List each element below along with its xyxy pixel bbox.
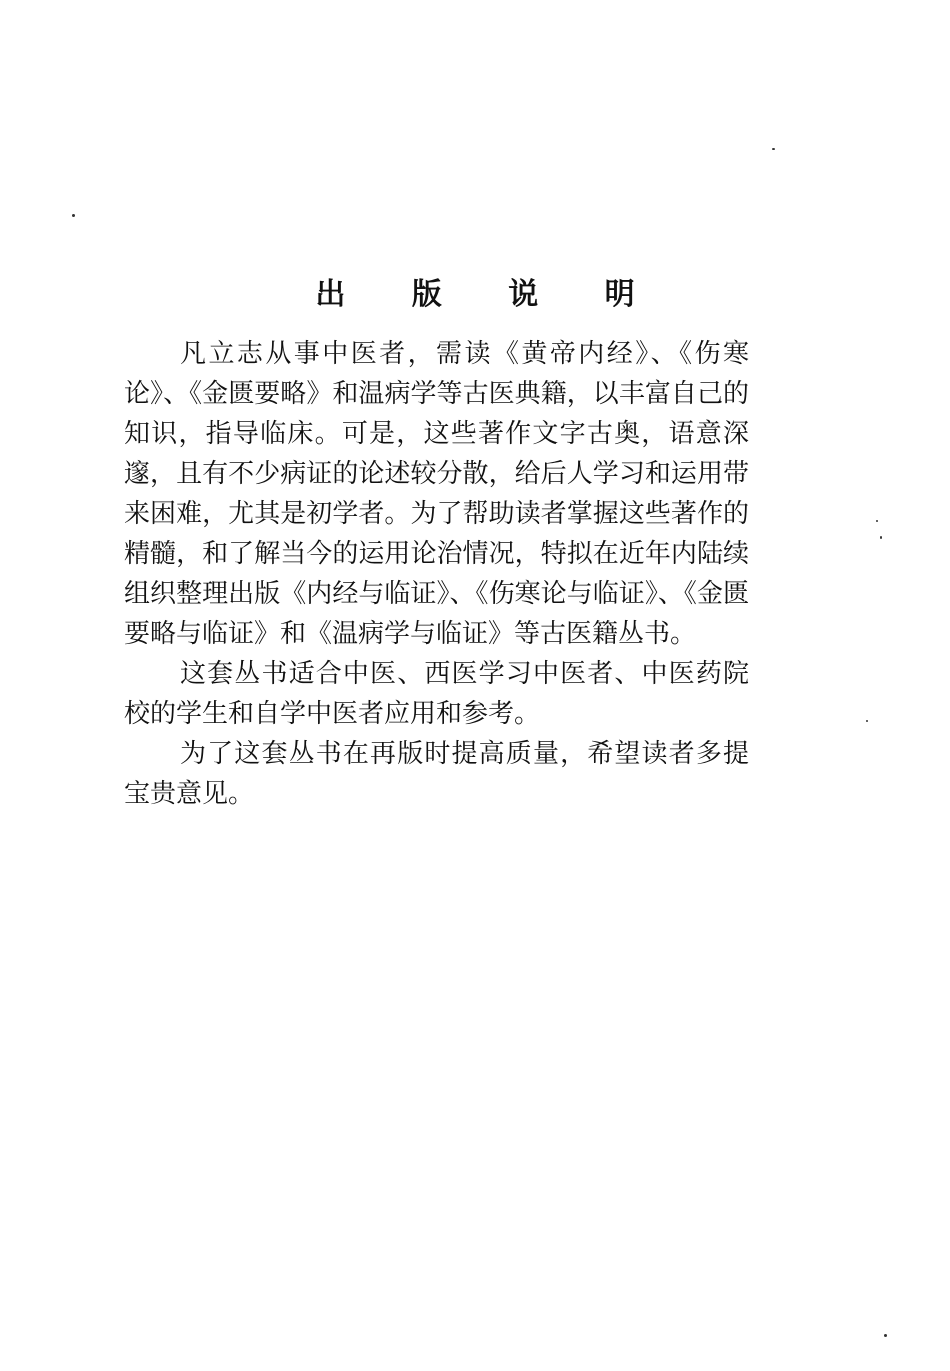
paragraph: 凡立志从事中医者，需读《黄帝内经》、《伤寒论》、《金匮要略》和温病学等古医典籍，以丰富自己的知识，指导临床。可是，这些著作文字古奥，语意深邃，且有不少病证的论述较分散，给后人学习和运用带来困难，尤其是初学者。为了帮助读者掌握这些著作的精髓，和了解当今的运用论治情况，特拟在近年内陆续组织整理出版《内经与临证》、《伤寒论与临证》、《金匮要略与临证》和《温病学与临证》等古医籍丛书。 <box>124 339 749 649</box>
paragraph: 这套丛书适合中医、西医学习中医者、中医药院校的学生和自学中医者应用和参考。 <box>124 659 749 729</box>
scan-speck <box>772 148 775 150</box>
page-title: 出 版 说 明 <box>315 277 663 313</box>
paragraph: 为了这套丛书在再版时提高质量，希望读者多提宝贵意见。 <box>124 739 749 809</box>
scan-speck <box>866 720 868 722</box>
scan-speck <box>876 520 878 522</box>
scan-speck <box>880 536 882 539</box>
scan-speck <box>72 214 75 217</box>
scan-speck <box>884 1334 887 1337</box>
body-text <box>124 334 749 814</box>
